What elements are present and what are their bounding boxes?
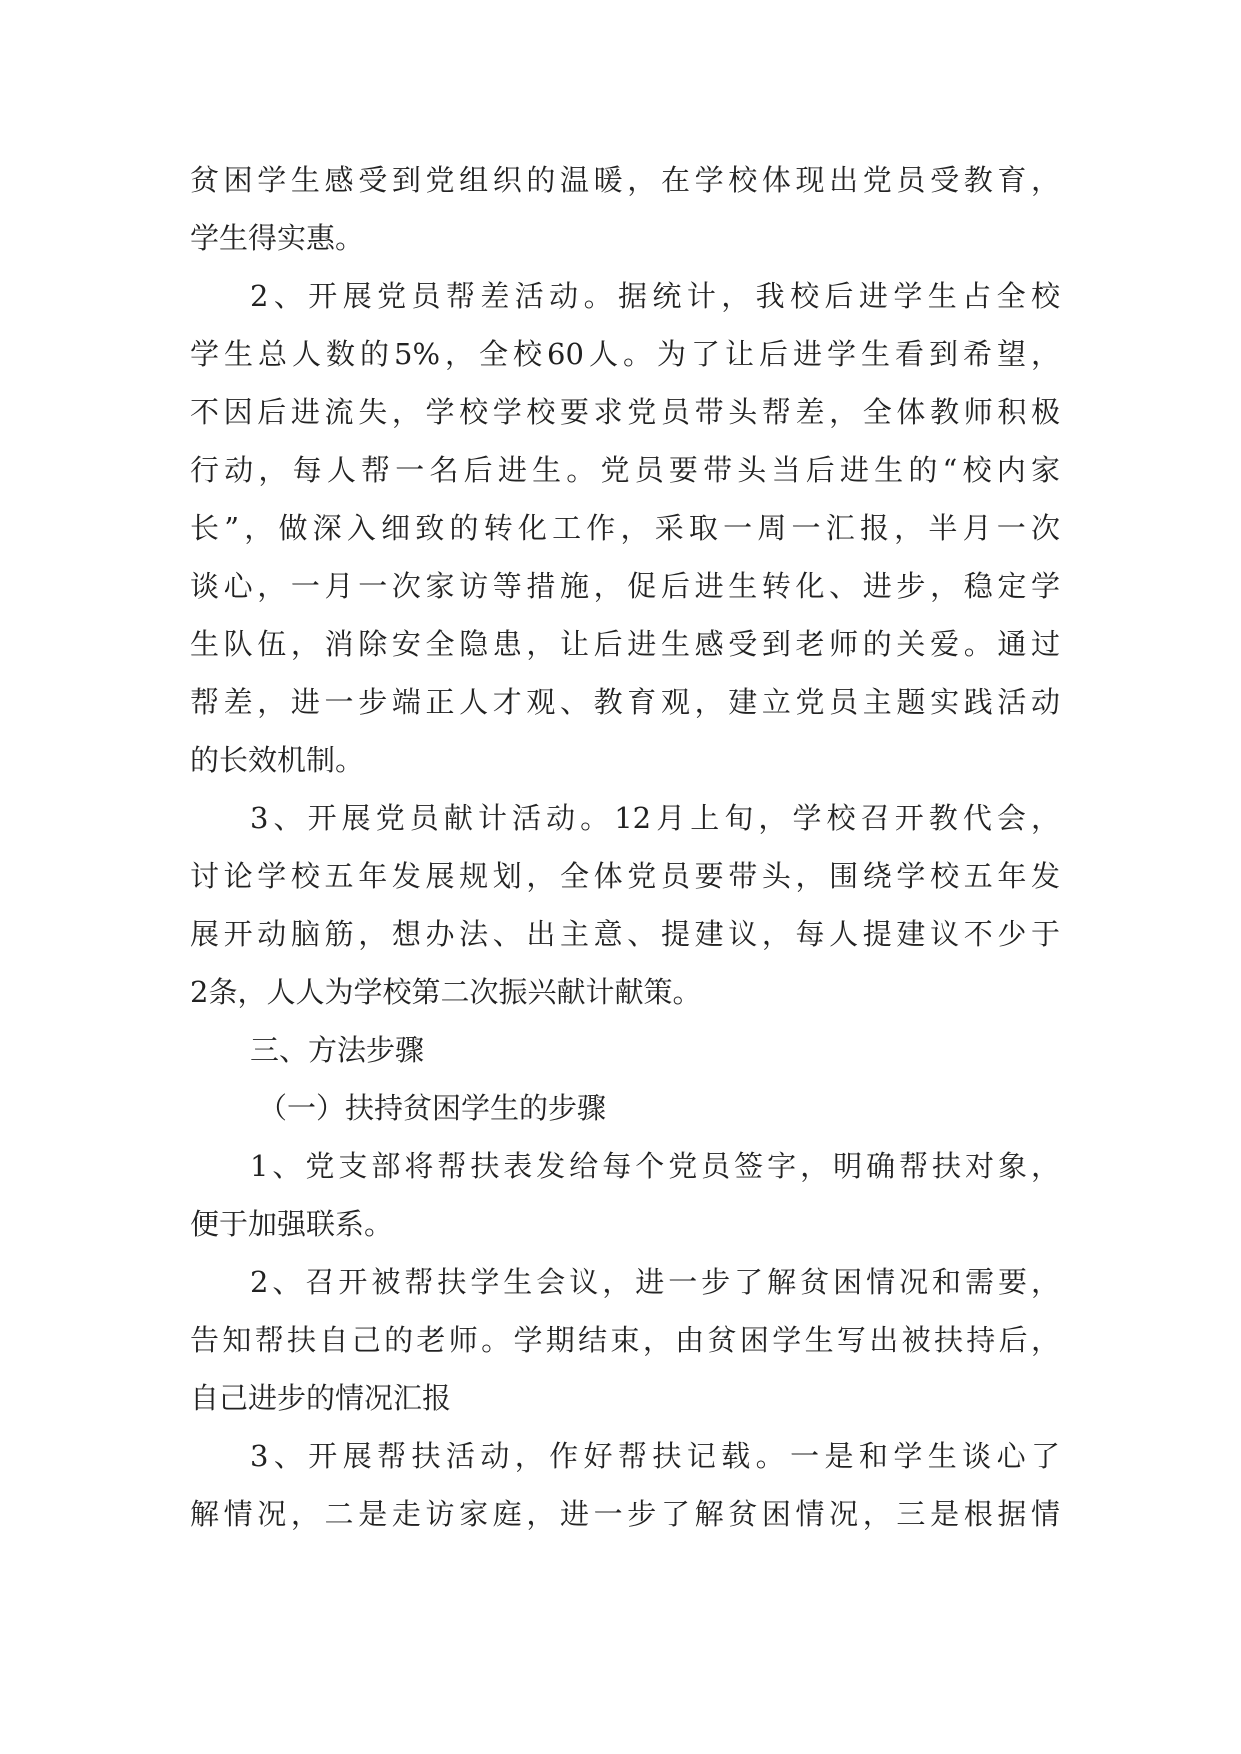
text-line-15: 2条，人人为学校第二次振兴献计献策。 — [190, 975, 702, 1009]
text-line-12: 3、开展党员献计活动。12月上旬，学校召开教代会， — [250, 801, 1060, 835]
text-line-13: 讨论学校五年发展规划，全体党员要带头，围绕学校五年发 — [190, 859, 1060, 893]
text-line-2: 学生得实惠。 — [190, 221, 365, 255]
text-line-11: 的长效机制。 — [190, 743, 365, 777]
text-line-5: 不因后进流失，学校学校要求党员带头帮差，全体教师积极 — [190, 395, 1060, 429]
text-line-8: 谈心，一月一次家访等措施，促后进生转化、进步，稳定学 — [190, 569, 1060, 603]
text-line-18: 1、党支部将帮扶表发给每个党员签字，明确帮扶对象， — [250, 1149, 1060, 1183]
text-line-10: 帮差，进一步端正人才观、教育观，建立党员主题实践活动 — [190, 685, 1060, 719]
text-line-9: 生队伍，消除安全隐患，让后进生感受到老师的关爱。通过 — [190, 627, 1060, 661]
text-line-21: 告知帮扶自己的老师。学期结束，由贫困学生写出被扶持后， — [190, 1323, 1060, 1357]
text-line-6: 行动，每人帮一名后进生。党员要带头当后进生的“校内家 — [190, 453, 1060, 487]
text-line-22: 自己进步的情况汇报 — [190, 1381, 452, 1415]
text-line-7: 长”，做深入细致的转化工作，采取一周一汇报，半月一次 — [190, 511, 1060, 545]
text-line-19: 便于加强联系。 — [190, 1207, 394, 1241]
section-heading: 三、方法步骤 — [250, 1033, 425, 1067]
text-line-20: 2、召开被帮扶学生会议，进一步了解贫困情况和需要， — [250, 1265, 1060, 1299]
text-line-4: 学生总人数的5%，全校60人。为了让后进学生看到希望， — [190, 337, 1060, 371]
text-line-24: 解情况，二是走访家庭，进一步了解贫困情况，三是根据情 — [190, 1497, 1060, 1531]
text-line-23: 3、开展帮扶活动，作好帮扶记载。一是和学生谈心了 — [250, 1439, 1060, 1473]
text-line-1: 贫困学生感受到党组织的温暖，在学校体现出党员受教育， — [190, 163, 1060, 197]
subsection-heading: （一）扶持贫困学生的步骤 — [258, 1091, 607, 1125]
text-line-14: 展开动脑筋，想办法、出主意、提建议，每人提建议不少于 — [190, 917, 1060, 951]
text-line-3: 2、开展党员帮差活动。据统计，我校后进学生占全校 — [250, 279, 1060, 313]
